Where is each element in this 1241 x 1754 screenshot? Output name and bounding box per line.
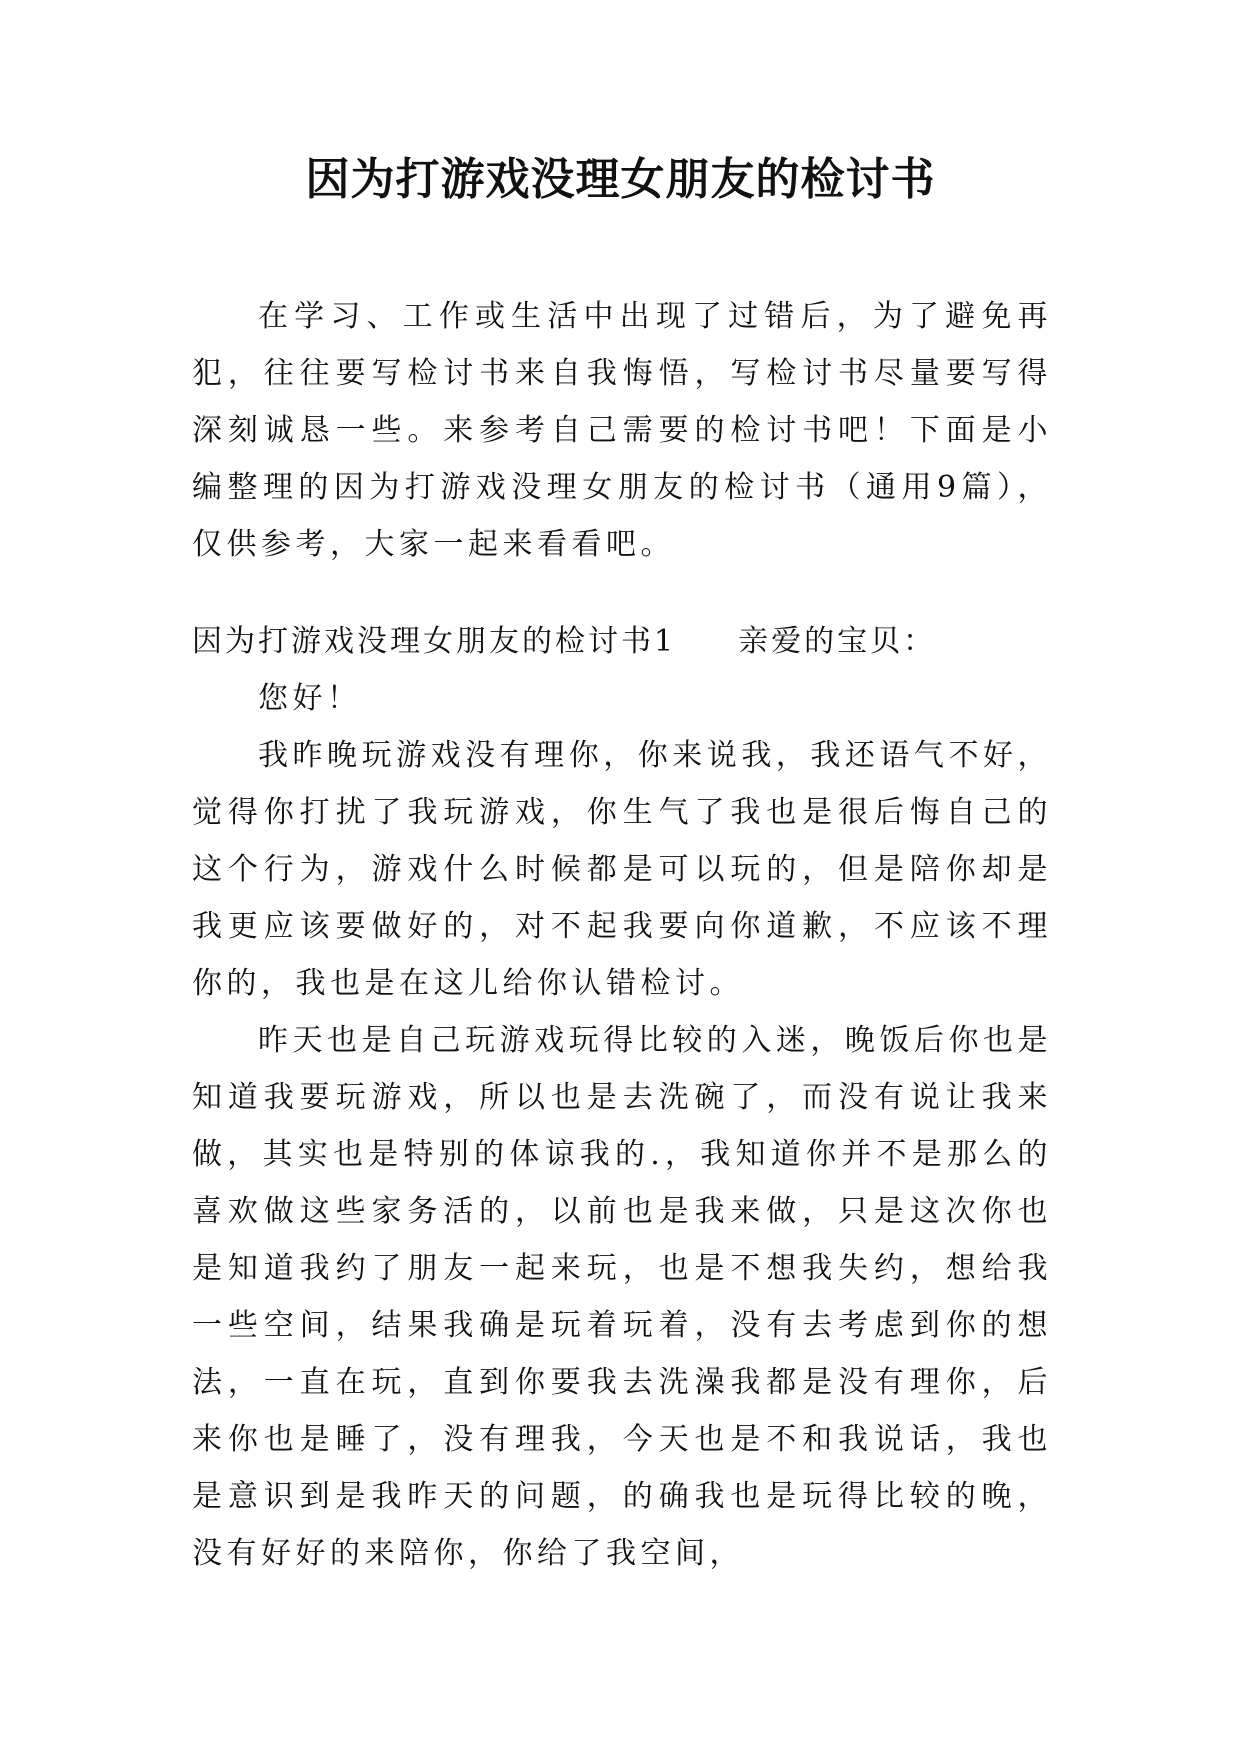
body-paragraph-2: 昨天也是自己玩游戏玩得比较的入迷，晚饭后你也是知道我要玩游戏，所以也是去洗碗了，而没有说让我来做，其实也是特别的体谅我的.，我知道你并不是那么的喜欢做这些家务活的，以前也是我来做，只是这次你也是知道我约了朋友一起来玩，也是不想我失约，想给我一些空间，结果我确是玩着玩着，没有去考虑到你的想法，一直在玩，直到你要我去洗澡我都是没有理你，后来你也是睡了，没有理我，今天也是不和我说话，我也是意识到是我昨天的问题，的确我也是玩得比较的晚，没有好好的来陪你，你给了我空间， (192, 1023, 1052, 1571)
body-paragraph-1: 我昨晚玩游戏没有理你，你来说我，我还语气不好，觉得你打扰了我玩游戏，你生气了我也是很后悔自己的这个行为，游戏什么时候都是可以玩的，但是陪你却是我更应该要做好的，对不起我要向你道歉，不应该不理你的，我也是在这儿给你认错检讨。 (192, 738, 1052, 1001)
greeting: 您好！ (258, 681, 362, 716)
salutation: 亲爱的宝贝： (738, 624, 937, 659)
intro-paragraph: 在学习、工作或生活中出现了过错后，为了避免再犯，往往要写检讨书来自我悔悟，写检讨书尽量要写得深刻诚恳一些。来参考自己需要的检讨书吧！下面是小编整理的因为打游戏没理女朋友的检讨书（通用9篇），仅供参考，大家一起来看看吧。 (192, 299, 1052, 562)
section-1-heading-line (192, 613, 1052, 670)
document-title: 因为打游戏没理女朋友的检讨书 (305, 154, 936, 205)
document-body (192, 288, 1052, 1582)
section-spacer (192, 573, 1052, 613)
section-1-heading: 因为打游戏没理女朋友的检讨书1 (192, 624, 677, 659)
